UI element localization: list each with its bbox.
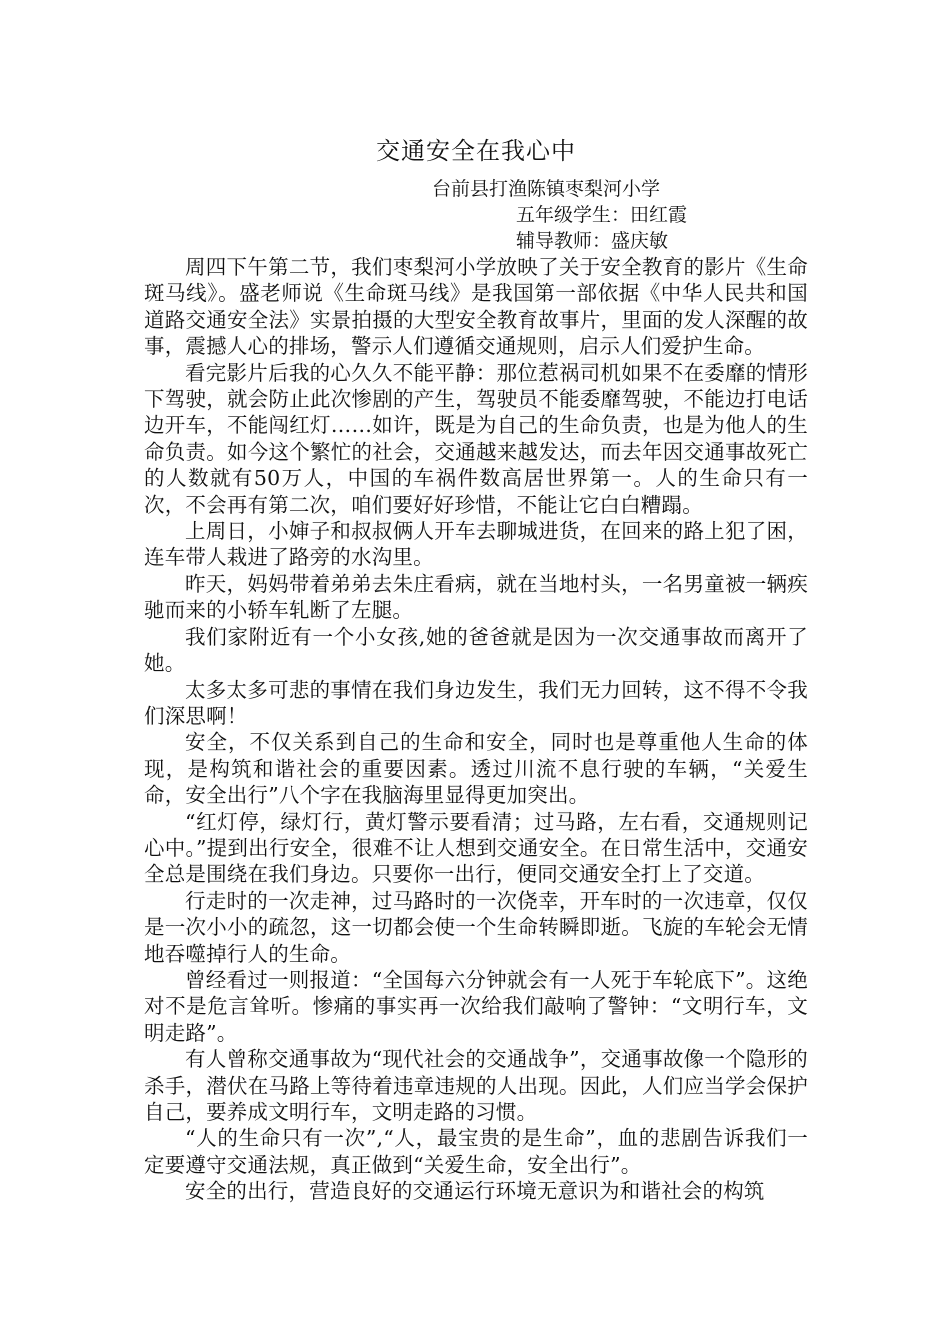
body-text	[144, 254, 808, 1205]
paragraph-12: “人的生命只有一次”,“人，最宝贵的是生命”，血的悲剧告诉我们一定要遵守交通法规，真正做到“关爱生命，安全出行”。	[144, 1126, 808, 1177]
paragraph-5: 我们家附近有一个小女孩,她的爸爸就是因为一次交通事故而离开了她。	[144, 624, 808, 676]
paragraph-7: 安全，不仅关系到自己的生命和安全，同时也是尊重他人生命的体现，是构筑和谐社会的重要因素。透过川流不息行驶的车辆，“关爱生命，安全出行”八个字在我脑海里显得更加突出。	[144, 730, 808, 808]
school-line: 台前县打渔陈镇枣梨河小学	[432, 178, 661, 200]
paragraph-10: 曾经看过一则报道：“全国每六分钟就会有一人死于车轮底下”。这绝对不是危言耸听。惨痛的事实再一次给我们敲响了警钟：“文明行车，文明走路”。	[144, 967, 808, 1045]
paragraph-4: 昨天，妈妈带着弟弟去朱庄看病，就在当地村头，一名男童被一辆疾驰而来的小轿车轧断了左腿。	[144, 571, 808, 623]
paragraph-8: “红灯停，绿灯行，黄灯警示要看清；过马路，左右看，交通规则记心中。”提到出行安全，很难不让人想到交通安全。在日常生活中，交通安全总是围绕在我们身边。只要你一出行，便同交通安全打上了交道。	[144, 809, 808, 887]
document-page	[144, 134, 808, 1205]
student-line: 五年级学生：田红霞	[516, 204, 688, 226]
paragraph-9: 行走时的一次走神，过马路时的一次侥幸，开车时的一次违章，仅仅是一次小小的疏忽，这一切都会使一个生命转瞬即逝。飞旋的车轮会无情地吞噬掉行人的生命。	[144, 888, 808, 966]
paragraph-13: 安全的出行，营造良好的交通运行环境无意识为和谐社会的构筑	[185, 1179, 765, 1204]
paragraph-2: 看完影片后我的心久久不能平静：那位惹祸司机如果不在委靡的情形下驾驶，就会防止此次惨剧的产生，驾驶员不能委靡驾驶，不能边打电话边开车，不能闯红灯……如许，既是为自己的生命负责，也是为他人的生命负责。如今这个繁忙的社会，交通越来越发达，而去年因交通事故死亡的人数就有50万人，中国的车祸件数高居世界第一。人的生命只有一次，不会再有第二次，咱们要好好珍惜，不能让它白白糟蹋。	[144, 360, 808, 517]
paragraph-3: 上周日，小婶子和叔叔俩人开车去聊城进货，在回来的路上犯了困，连车带人栽进了路旁的水沟里。	[144, 519, 808, 570]
paragraph-11: 有人曾称交通事故为“现代社会的交通战争”，交通事故像一个隐形的杀手，潜伏在马路上等待着违章违规的人出现。因此，人们应当学会保护自己，要养成文明行车，文明走路的习惯。	[144, 1047, 808, 1124]
paragraph-1: 周四下午第二节，我们枣梨河小学放映了关于安全教育的影片《生命斑马线》。盛老师说《生命斑马线》是我国第一部依据《中华人民共和国道路交通安全法》实景拍摄的大型安全教育故事片，里面的发人深醒的故事，震撼人心的排场，警示人们遵循交通规则，启示人们爱护生命。	[144, 255, 808, 359]
document-title: 交通安全在我心中	[376, 137, 576, 165]
teacher-line: 辅导教师：盛庆敏	[516, 230, 669, 252]
paragraph-6: 太多太多可悲的事情在我们身边发生，我们无力回转，这不得不令我们深思啊！	[144, 677, 808, 728]
